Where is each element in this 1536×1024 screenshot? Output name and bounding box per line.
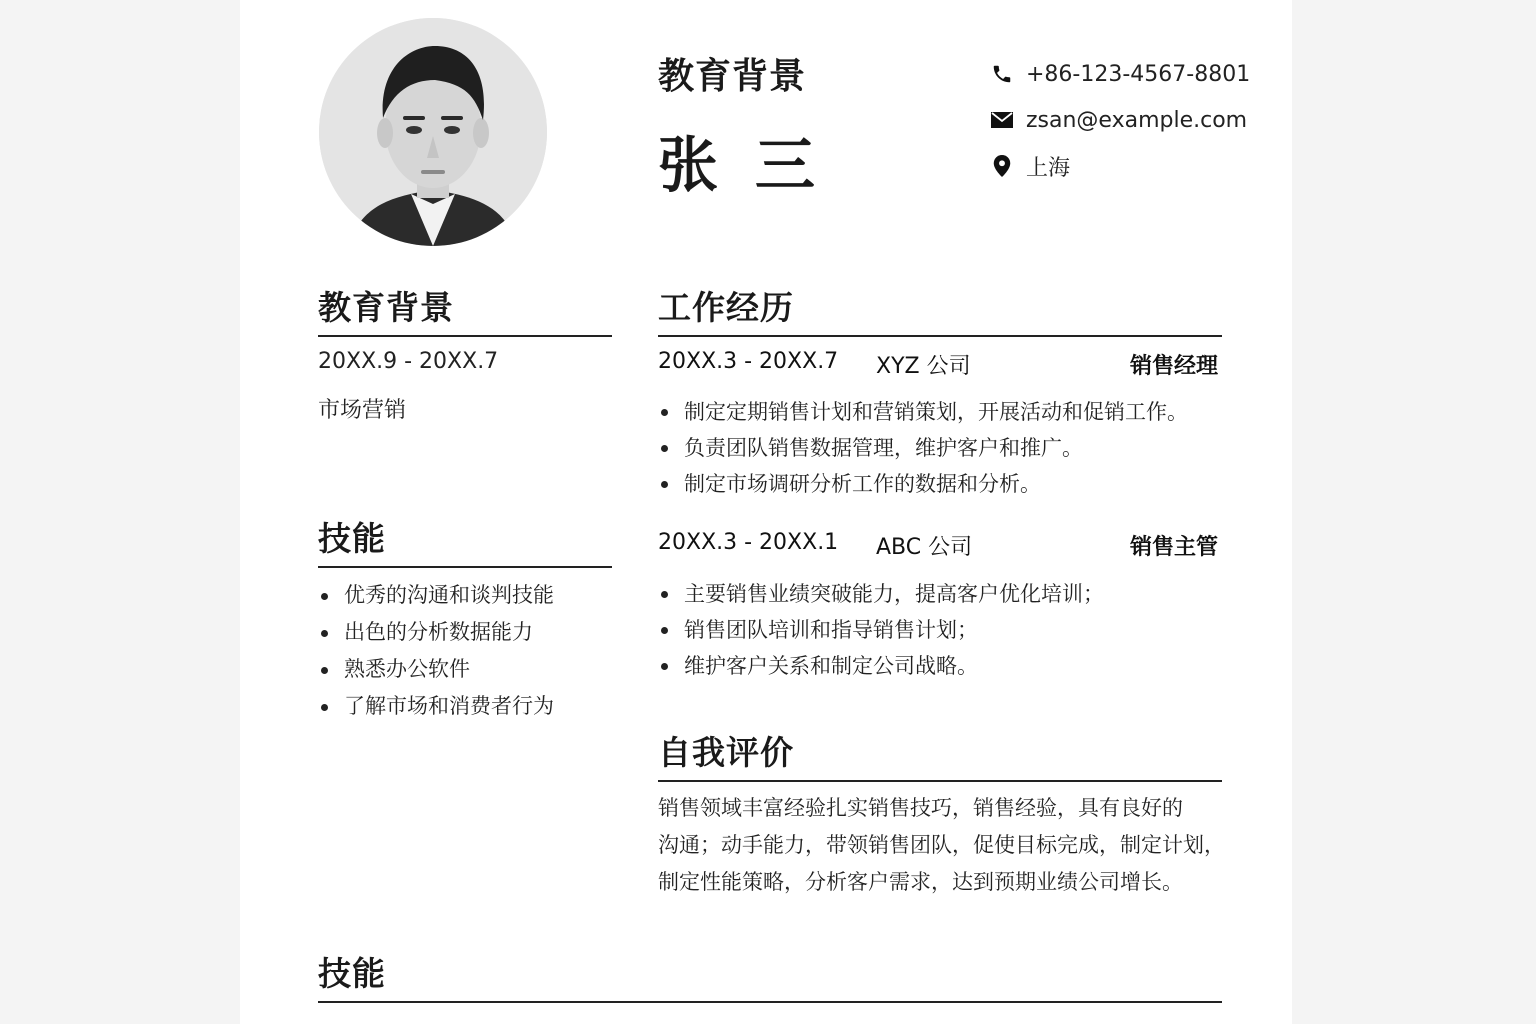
list-item: 出色的分析数据能力 [318, 614, 618, 651]
self-eval-line: 制定性能策略，分析客户需求，达到预期业绩公司增长。 [658, 870, 1183, 894]
skills-list [318, 577, 618, 725]
list-item: 优秀的沟通和谈判技能 [318, 577, 618, 614]
location-text: 上海 [1026, 155, 1071, 181]
person-name: 张 三 [658, 131, 823, 201]
skills-title: 技能 [318, 513, 612, 568]
education-major: 市场营销 [318, 398, 407, 423]
job-role: 销售经理 [1129, 354, 1218, 379]
phone-icon [990, 62, 1014, 86]
contact-info [990, 51, 1250, 189]
job-duties [658, 576, 1228, 684]
list-item: 主要销售业绩突破能力，提高客户优化培训； [658, 576, 1228, 612]
portrait-image [319, 18, 547, 246]
work-title: 工作经历 [658, 282, 1222, 337]
education-period: 20XX.9 - 20XX.7 [318, 349, 499, 374]
list-item: 负责团队销售数据管理，维护客户和推广。 [658, 430, 1228, 466]
avatar [319, 18, 547, 246]
self-eval-text [658, 790, 1228, 901]
contact-email [990, 97, 1250, 143]
education-title: 教育背景 [318, 282, 612, 337]
list-item: 熟悉办公软件 [318, 651, 618, 688]
location-pin-icon [990, 154, 1014, 178]
list-item: 了解市场和消费者行为 [318, 688, 618, 725]
list-item: 制定市场调研分析工作的数据和分析。 [658, 466, 1228, 502]
self-eval-line: 销售领域丰富经验扎实销售技巧，销售经验，具有良好的 [658, 796, 1183, 820]
list-item: 制定定期销售计划和营销策划，开展活动和促销工作。 [658, 394, 1228, 430]
contact-location [990, 143, 1250, 189]
self-eval-line: 沟通；动手能力，带领销售团队，促使目标完成，制定计划， [658, 833, 1225, 857]
resume-page [240, 0, 1292, 1024]
list-item: 销售团队培训和指导销售计划； [658, 612, 1228, 648]
email-text: zsan@example.com [1026, 107, 1248, 133]
job-role: 销售主管 [1129, 535, 1218, 560]
header-subtitle: 教育背景 [658, 56, 807, 97]
job-duties [658, 394, 1228, 502]
job-period: 20XX.3 - 20XX.7 [658, 349, 839, 374]
job-period: 20XX.3 - 20XX.1 [658, 530, 839, 555]
phone-text: +86-123-4567-8801 [1026, 61, 1251, 87]
bottom-skills-title: 技能 [318, 948, 1222, 1003]
job-company: ABC 公司 [876, 535, 973, 560]
self-eval-title: 自我评价 [658, 727, 1222, 782]
mail-icon [990, 108, 1014, 132]
list-item: 维护客户关系和制定公司战略。 [658, 648, 1228, 684]
job-company: XYZ 公司 [876, 354, 971, 379]
contact-phone [990, 51, 1250, 97]
